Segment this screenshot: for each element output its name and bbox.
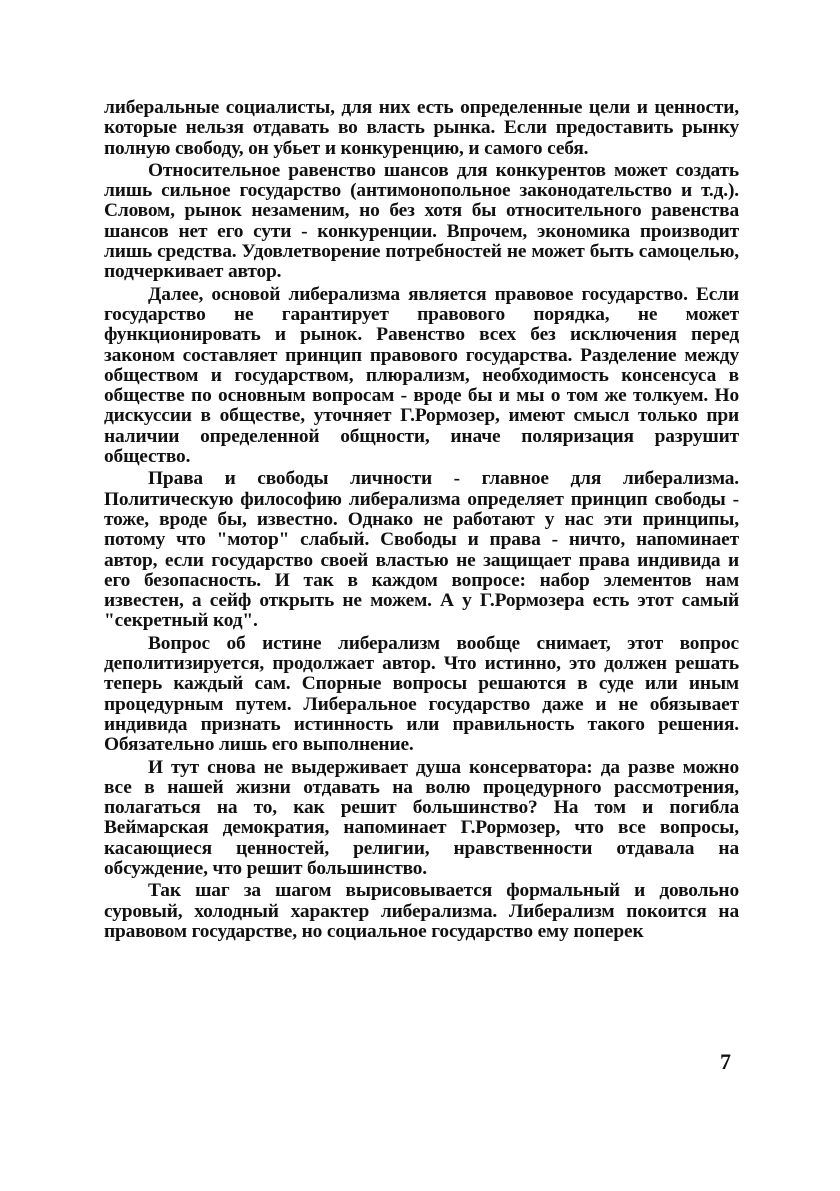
paragraph-6: И тут снова не выдерживает душа консерватора: да разве можно все в нашей жизни отдавать на волю процедурного рассмотрения, полагаться на то, как решит большинство? На том и погибла Веймарская демократия, напоминает Г.Рормозер, что все вопросы, касающиеся ценностей, религии, нравственности отдавала на обсуждение, что решит большинство. — [104, 756, 739, 879]
paragraph-2: Относительное равенство шансов для конкурентов может создать лишь сильное государство (антимонопольное законодательство и т.д.). Словом, рынок незаменим, но без хотя бы относительного равенства шансов нет его сути - конкуренции. Впрочем, экономика производит лишь средства. Удовлетворение потребностей не может быть самоцелью, подчеркивает автор. — [104, 159, 739, 283]
paragraph-5: Вопрос об истине либерализм вообще снимает, этот вопрос деполитизируется, продолжает автор. Что истинно, это должен решать теперь каждый сам. Спорные вопросы решаются в суде или иным процедурным путем. Либеральное государство даже и не обязывает индивида признать истинность или правильность такого решения. Обязательно лишь его выполнение. — [104, 632, 739, 756]
page-number: 7 — [720, 1049, 731, 1074]
paragraph-3: Далее, основой либерализма является правовое государство. Если государство не гарантирует правового порядка, не может функционировать и рынок. Равенство всех без исключения перед законом составляет принцип правового государства. Разделение между обществом и государством, плюрализм, необходимость консенсуса в обществе по основным вопросам - вроде бы и мы о том же толкуем. Но дискуссии в обществе, уточняет Г.Рормозер, имеют смысл только при наличии определенной общности, иначе поляризация разрушит общество. — [104, 283, 739, 468]
paragraph-7: Так шаг за шагом вырисовывается формальный и довольно суровый, холодный характер либерализма. Либерализм покоится на правовом государстве, но социальное государство ему поперек — [104, 880, 739, 942]
paragraph-4: Права и свободы личности - главное для либерализма. Политическую философию либерализма определяет принцип свободы - тоже, вроде бы, известно. Однако не работают у нас эти принципы, потому что "мотор" слабый. Свободы и права - ничто, напоминает автор, если государство своей властью не защищает права индивида и его безопасность. И так в каждом вопросе: набор элементов нам известен, а сейф открыть не можем. А у Г.Рормозера есть этот самый "секретный код". — [104, 468, 739, 632]
paragraph-1: либеральные социалисты, для них есть определенные цели и ценности, которые нельзя отдавать во власть рынка. Если предоставить рынку полную свободу, он убьет и конкуренцию, и самого себя. — [104, 97, 739, 159]
page-body — [104, 98, 739, 942]
